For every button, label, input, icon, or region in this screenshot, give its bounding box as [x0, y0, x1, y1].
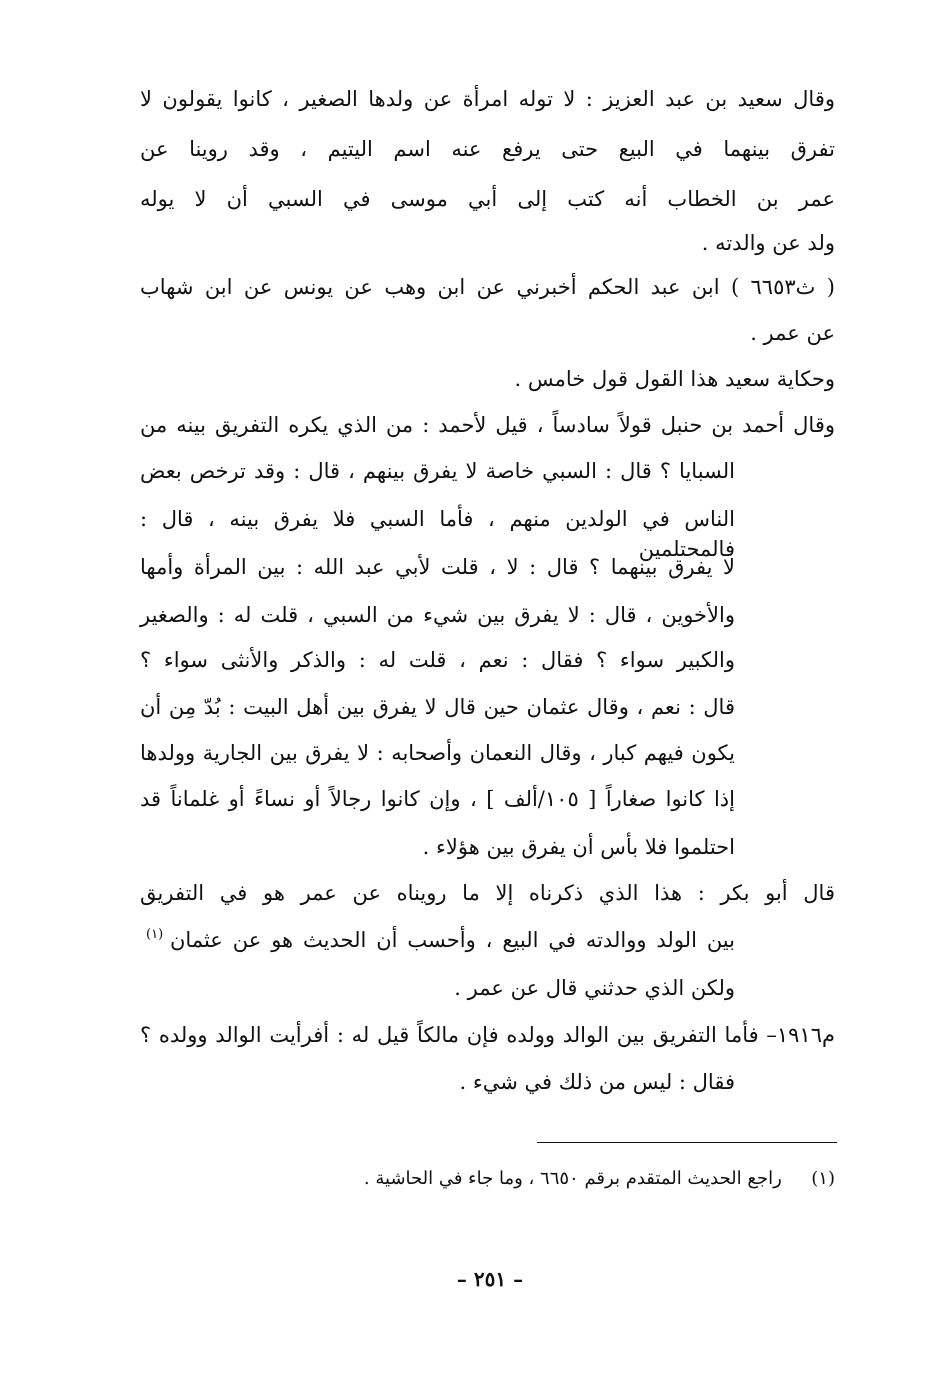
footnote-marker: (١) [811, 1168, 835, 1189]
text-line: عمر بن الخطاب أنه كتب إلى أبي موسى في السبي أن لا يوله [140, 187, 835, 211]
text-line: وقال سعيد بن عبد العزيز : لا توله امرأة عن ولدها الصغير ، كانوا يقولون لا [140, 87, 835, 111]
text-line: بين الولد ووالدته في البيع ، وأحسب أن الحديث هو عن عثمان [170, 928, 735, 952]
footnote [364, 1166, 835, 1192]
text-line: يكون فيهم كبار ، وقال النعمان وأصحابه : لا يفرق بين الجارية وولدها [140, 741, 735, 765]
footnote-text: راجع الحديث المتقدم برقم ٦٦٥٠ ، وما جاء في الحاشية . [363, 1168, 782, 1189]
footnote-separator [537, 1142, 837, 1143]
text-line: م١٩١٦– فأما التفريق بين الوالد وولده فإن مالكاً قيل له : أفرأيت الوالد وولده ؟ [140, 1023, 835, 1047]
text-line: ولد عن والدته . [701, 231, 835, 255]
text-line: وحكاية سعيد هذا القول قول خامس . [514, 367, 835, 391]
text-line: قال أبو بكر : هذا الذي ذكرناه إلا ما رويناه عن عمر هو في التفريق [140, 881, 835, 905]
text-line: عن عمر . [750, 321, 835, 345]
text-line: احتلموا فلا بأس أن يفرق بين هؤلاء . [422, 835, 735, 859]
footnote-reference: (١) [146, 927, 164, 942]
text-line: وقال أحمد بن حنبل قولاً سادساً ، قيل لأحمد : من الذي يكره التفريق بينه من [140, 413, 835, 437]
text-line: إذا كانوا صغاراً [ ١٠٥/ألف ] ، وإن كانوا رجالاً أو نساءً أو غلماناً قد [140, 787, 735, 811]
page-number: – ٢٥١ – [456, 1267, 524, 1291]
text-line: ولكن الذي حدثني قال عن عمر . [454, 976, 735, 1000]
text-line: والأخوين ، قال : لا يفرق بين شيء من السبي ، قلت له : والصغير [140, 603, 735, 627]
text-line: والكبير سواء ؟ فقال : نعم ، قلت له : والذكر والأنثى سواء ؟ [140, 648, 735, 672]
text-line: فقال : ليس من ذلك في شيء . [459, 1070, 735, 1094]
text-line: لا يفرق بينهما ؟ قال : لا ، قلت لأبي عبد الله : بين المرأة وأمها [140, 555, 735, 579]
text-line: ( ث٦٦٥٣ ) ابن عبد الحكم أخبرني عن ابن وهب عن يونس عن ابن شهاب [140, 275, 835, 299]
text-line: الناس في الولدين منهم ، فأما السبي فلا يفرق بينه ، قال : فالمحتلمين [140, 507, 735, 561]
text-line: قال : نعم ، وقال عثمان حين قال لا يفرق بين أهل البيت : بُدّ مِن أن [140, 695, 735, 719]
text-line: تفرق بينهما في البيع حتى يرفع عنه اسم اليتيم ، وقد روينا عن [140, 137, 835, 161]
text-line: السبايا ؟ قال : السبي خاصة لا يفرق بينهم ، قال : وقد ترخص بعض [140, 459, 735, 483]
